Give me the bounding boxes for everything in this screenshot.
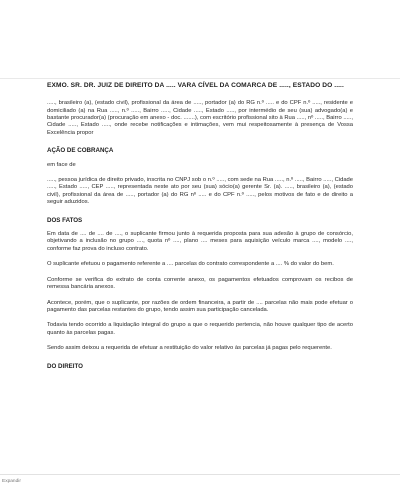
intro-paragraph: ....., brasileiro (a), (estado civil), profissional da área de ....., portador (a) do RG n.º ..... e do CPF n.º ....., residente e domiciliado (a) na Rua ....., n.º ....., Bairro ....., Cidade ....., Estado ....., por intermédio de seu (sua) advogado(a) e bastante procurador(a) (procuração em anexo - doc. .......), com escritório profissional sito à Rua ....., nº ....., Bairro ....., Cidade ....., Estado ....., onde recebe notificações e intimações, vem mui respeitosamente à presença de Vossa Excelência propor [47,100,353,136]
defendant-paragraph: ....., pessoa jurídica de direito privado, inscrita no CNPJ sob o n.º ....., com sede na Rua ....., n.º ....., Bairro ....., Cidade ....., Estado ....., CEP ....., representada neste ato por seu (sua) sócio(a) gerente Sr. (a). ....., brasileiro (a), (estado civil), profissional da área de ....., portador (a) do RG nº ..... e do CPF n.º ....., pelos motivos de fato e de direito a seguir aduzidos. [47,177,353,206]
document-title: EXMO. SR. DR. JUIZ DE DIREITO DA ..... VARA CÍVEL DA COMARCA DE ....., ESTADO DO ..... [47,82,344,89]
footer-bar [0,474,400,501]
facts-paragraph: Em data de .... de .... de ...., o suplicante firmou junto à requerida proposta para sua adesão à grupo de consórcio, objetivando a inclusão no grupo ...., quota nº ...., plano .... meses para aquisição veículo marca ...., modelo ...., conforme faz prova do incluso contrato. [47,231,353,252]
law-heading: DO DIREITO [47,362,83,370]
facts-paragraph: Sendo assim deixou a requerida de efetuar a restituição do valor relativo às parcelas já pagas pelo requerente. [47,345,332,352]
action-heading: AÇÃO DE COBRANÇA [47,147,114,155]
facts-paragraph: Conforme se verifica do extrato de conta corrente anexo, os pagamentos efetuados comprovam os recibos de remessa bancária anexos. [47,276,353,291]
document-body [47,82,353,377]
facts-heading: DOS FATOS [47,216,83,224]
against-line: em face de [47,161,76,168]
facts-paragraph: Todavia tendo ocorrido a liquidação integral do grupo a que o requerido pertencia, não houve qualquer tipo de acerto quanto às parcelas pagas. [47,322,353,336]
page-top-edge [0,78,400,79]
expand-link[interactable]: Expandir [2,479,21,484]
facts-paragraph: Acontece, porém, que o suplicante, por razões de ordem financeira, a partir de .... parcelas não mais pode efetuar o pagamento das parcelas restantes do grupo, tendo assim sua participação cancelada. [47,299,353,313]
facts-paragraph: O suplicante efetuou o pagamento referente a .... parcelas do contrato correspondente a .... % do valor do bem. [47,261,334,268]
